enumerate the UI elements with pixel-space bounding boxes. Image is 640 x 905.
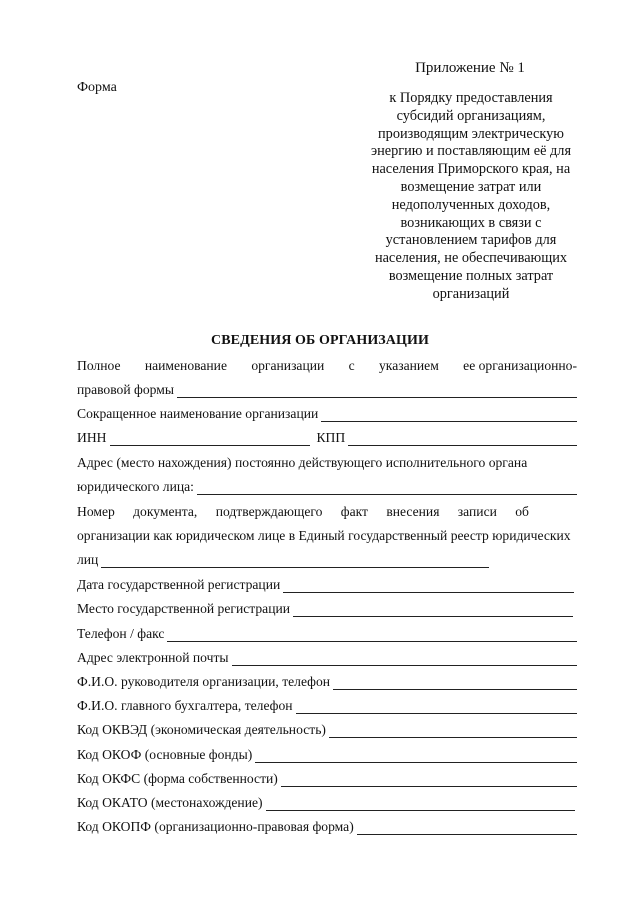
okof-field[interactable]: [77, 743, 577, 763]
reg-date-input-line[interactable]: [283, 577, 574, 593]
okato-field[interactable]: [77, 791, 575, 811]
okopf-input-line[interactable]: [357, 819, 577, 835]
address-field[interactable]: [77, 475, 577, 495]
email-field[interactable]: [77, 646, 577, 666]
full-name-label-row: [77, 354, 577, 374]
doc-number-label-cont: организации как юридическом лице в Единый государственный реестр юридических: [77, 528, 571, 543]
label-word: документа,: [133, 504, 198, 519]
doc-number-input-line[interactable]: [101, 552, 489, 568]
doc-number-label-end: лиц: [77, 552, 99, 567]
appendix-line: населения Приморского края, на: [371, 161, 571, 178]
okato-input-line[interactable]: [266, 795, 575, 811]
doc-number-label-row-2: [77, 524, 577, 544]
kpp-label: КПП: [316, 430, 346, 445]
label-word: организации: [251, 358, 325, 373]
label-word: записи: [457, 504, 497, 519]
inn-input-line[interactable]: [110, 430, 310, 446]
email-label: Адрес электронной почты: [77, 650, 229, 665]
okfs-input-line[interactable]: [281, 771, 577, 787]
appendix-line: к Порядку предоставления: [389, 90, 553, 106]
okato-label: Код ОКАТО (местонахождение): [77, 795, 263, 810]
label-word: Полное: [77, 358, 121, 373]
short-name-label: Сокращенное наименование организации: [77, 406, 319, 421]
doc-number-field[interactable]: [77, 548, 489, 568]
accountant-name-field[interactable]: [77, 694, 577, 714]
kpp-input-line[interactable]: [348, 430, 577, 446]
accountant-name-input-line[interactable]: [296, 698, 577, 714]
okof-label: Код ОКОФ (основные фонды): [77, 747, 253, 762]
appendix-line: субсидий организациям,: [396, 107, 546, 124]
appendix-line: возмещение полных затрат: [388, 267, 554, 284]
label-word: внесения: [386, 504, 440, 519]
label-word: с: [348, 358, 355, 373]
head-name-label: Ф.И.О. руководителя организации, телефон: [77, 674, 331, 689]
label-word: ее организационно-: [463, 358, 577, 373]
okved-input-line[interactable]: [329, 722, 577, 738]
label-word: об: [515, 504, 529, 519]
address-label: Адрес (место нахождения) постоянно действующего исполнительного органа: [77, 455, 528, 470]
appendix-line: организаций: [432, 285, 510, 302]
okfs-field[interactable]: [77, 767, 577, 787]
label-word: указанием: [379, 358, 439, 373]
full-name-label: [77, 358, 577, 374]
short-name-field[interactable]: [77, 402, 577, 422]
reg-place-label: Место государственной регистрации: [77, 601, 291, 616]
appendix-description: [356, 90, 586, 304]
reg-date-label: Дата государственной регистрации: [77, 577, 281, 592]
section-title: СВЕДЕНИЯ ОБ ОРГАНИЗАЦИИ: [211, 333, 429, 348]
appendix-line: производящим электрическую: [378, 125, 564, 142]
phone-fax-label: Телефон / факс: [77, 626, 165, 641]
reg-place-field[interactable]: [77, 597, 573, 617]
okved-label: Код ОКВЭД (экономическая деятельность): [77, 722, 326, 737]
okopf-label: Код ОКОПФ (организационно-правовая форма): [77, 819, 354, 834]
address-label-row: [77, 451, 577, 471]
short-name-input-line[interactable]: [321, 406, 577, 422]
inn-label: ИНН: [77, 430, 107, 445]
label-word: наименование: [144, 358, 227, 373]
head-name-field[interactable]: [77, 670, 577, 690]
reg-date-field[interactable]: [77, 573, 574, 593]
label-word: Номер: [77, 504, 115, 519]
appendix-title: Приложение № 1: [415, 60, 525, 76]
appendix-line: установлением тарифов для: [385, 232, 557, 249]
form-label: Форма: [77, 80, 117, 95]
okfs-label: Код ОКФС (форма собственности): [77, 771, 278, 786]
full-name-label-cont: правовой формы: [77, 382, 174, 397]
accountant-name-label: Ф.И.О. главного бухгалтера, телефон: [77, 698, 293, 713]
appendix-line: возникающих в связи с: [400, 214, 542, 231]
okopf-field[interactable]: [77, 815, 577, 835]
reg-place-input-line[interactable]: [293, 601, 573, 617]
head-name-input-line[interactable]: [333, 674, 577, 690]
doc-number-label-row: [77, 500, 577, 520]
phone-fax-input-line[interactable]: [167, 626, 577, 642]
full-name-field[interactable]: [77, 378, 577, 398]
okof-input-line[interactable]: [255, 747, 577, 763]
appendix-line: населения, не обеспечивающих: [374, 250, 568, 267]
label-word: подтверждающего: [215, 504, 323, 519]
inn-kpp-field[interactable]: [77, 426, 577, 446]
label-word: факт: [340, 504, 368, 519]
okved-field[interactable]: [77, 718, 577, 738]
email-input-line[interactable]: [232, 650, 577, 666]
appendix-line: энергию и поставляющим её для: [370, 143, 572, 160]
appendix-line: возмещение затрат или: [400, 178, 542, 195]
address-input-line[interactable]: [197, 479, 577, 495]
phone-fax-field[interactable]: [77, 622, 577, 642]
address-label-cont: юридического лица:: [77, 479, 194, 494]
doc-number-label: [77, 504, 529, 520]
full-name-input-line[interactable]: [177, 382, 577, 398]
appendix-line: недополученных доходов,: [391, 196, 551, 213]
